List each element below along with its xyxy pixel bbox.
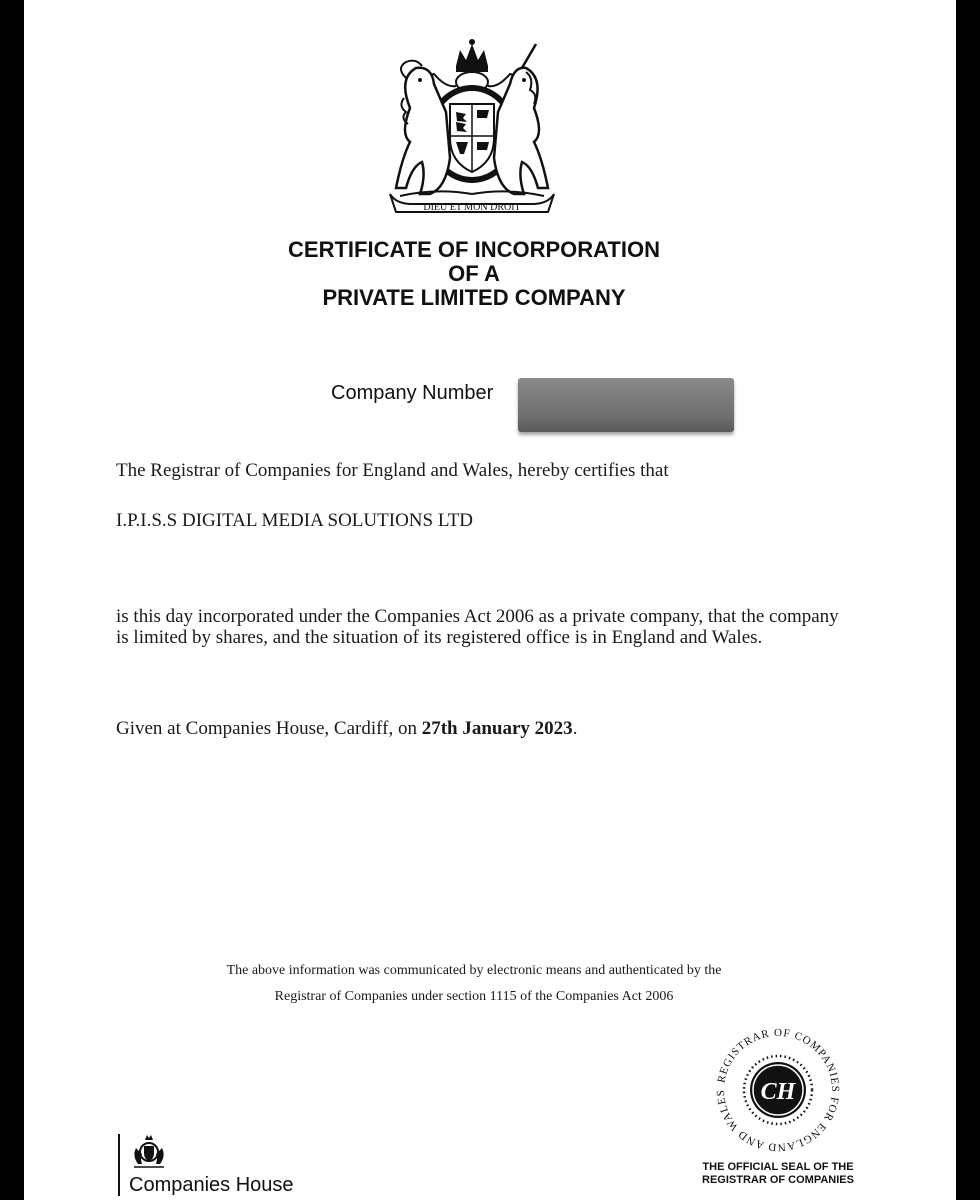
authentication-note-line-1: The above information was communicated by electronic means and authenticated by the — [226, 963, 722, 978]
small-crest-icon — [130, 1134, 168, 1170]
seal-ring-text: REGISTRAR OF COMPANIES FOR ENGLAND AND WALES — [714, 1026, 842, 1154]
companies-house-wordmark: Companies House — [129, 1174, 294, 1196]
company-name: I.P.I.S.S DIGITAL MEDIA SOLUTIONS LTD — [116, 510, 474, 531]
company-number-label: Company Number — [331, 382, 494, 404]
title-line-1: CERTIFICATE OF INCORPORATION — [288, 237, 660, 262]
companies-house-logo — [118, 1134, 358, 1196]
given-suffix: . — [572, 718, 578, 739]
incorporation-text: is this day incorporated under the Companies Act 2006 as a private company, that the company is limited by shares, and the situation of its registered office is in England and Wales. — [116, 606, 839, 648]
certificate-title — [24, 238, 924, 310]
seal-caption-line-1: THE OFFICIAL SEAL OF THE — [702, 1161, 854, 1173]
seal-caption — [674, 1161, 882, 1187]
company-number-redaction — [518, 378, 734, 432]
registrar-seal — [712, 1024, 844, 1156]
certificate-page — [24, 0, 956, 1200]
seal-monogram: CH — [760, 1079, 796, 1105]
given-prefix: Given at Companies House, Cardiff, on — [116, 718, 422, 739]
crest-motto: DIEU ET MON DROIT — [423, 202, 521, 213]
logo-rule — [118, 1134, 120, 1196]
authentication-note-line-2: Registrar of Companies under section 1115 of the Companies Act 2006 — [274, 989, 674, 1004]
seal-caption-line-2: REGISTRAR OF COMPANIES — [702, 1174, 854, 1186]
title-line-2: OF A — [448, 261, 500, 286]
royal-coat-of-arms — [376, 38, 568, 214]
incorporation-date: 27th January 2023 — [421, 718, 573, 739]
title-line-3: PRIVATE LIMITED COMPANY — [322, 285, 626, 310]
given-statement — [116, 718, 577, 739]
certifies-text: The Registrar of Companies for England and Wales, hereby certifies that — [116, 460, 669, 481]
